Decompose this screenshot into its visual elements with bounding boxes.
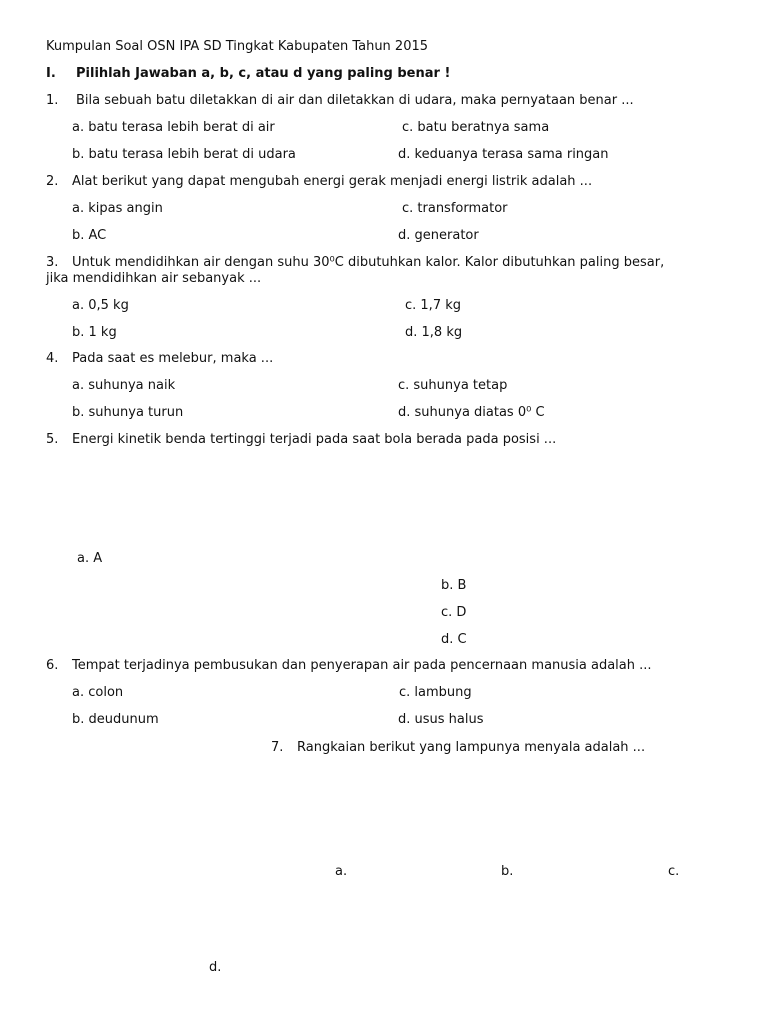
question-5-option-d: d. C (441, 632, 467, 647)
question-7-option-d: d. (209, 960, 222, 975)
question-2-option-b: b. AC (72, 228, 107, 243)
question-2-number: 2. (46, 174, 59, 189)
question-4-option-a: a. suhunya naik (72, 378, 176, 393)
question-1-option-a: a. batu terasa lebih berat di air (72, 120, 275, 135)
question-6-option-d: d. usus halus (398, 712, 484, 727)
question-3-option-c: c. 1,7 kg (405, 298, 461, 313)
question-4-option-b: b. suhunya turun (72, 405, 184, 420)
question-4-number: 4. (46, 351, 59, 366)
question-5-number: 5. (46, 432, 59, 447)
question-7-option-c: c. (668, 864, 680, 879)
question-1-option-b: b. batu terasa lebih berat di udara (72, 147, 296, 162)
question-7-number: 7. (271, 740, 284, 755)
question-3-option-b: b. 1 kg (72, 325, 117, 340)
document-title: Kumpulan Soal OSN IPA SD Tingkat Kabupaten Tahun 2015 (46, 39, 429, 54)
question-3-number: 3. (46, 255, 59, 270)
question-3-option-a: a. 0,5 kg (72, 298, 129, 313)
question-1-option-d: d. keduanya terasa sama ringan (398, 147, 609, 162)
question-1-option-c: c. batu beratnya sama (402, 120, 550, 135)
question-6-number: 6. (46, 658, 59, 673)
question-7-option-a: a. (335, 864, 348, 879)
question-7-text: Rangkaian berikut yang lampunya menyala adalah ... (297, 740, 646, 755)
question-6-option-a: a. colon (72, 685, 124, 700)
section-number: I. (46, 66, 56, 81)
question-4-option-d: d. suhunya diatas 0⁰ C (398, 405, 545, 420)
question-5-option-a: a. A (77, 551, 103, 566)
question-2-option-c: c. transformator (402, 201, 508, 216)
question-7-option-b: b. (501, 864, 514, 879)
question-5-option-c: c. D (441, 605, 467, 620)
question-3-option-d: d. 1,8 kg (405, 325, 463, 340)
question-1-number: 1. (46, 93, 59, 108)
question-3-text-line-1: Untuk mendidihkan air dengan suhu 30⁰C dibutuhkan kalor. Kalor dibutuhkan paling besar, (72, 255, 665, 270)
question-4-text: Pada saat es melebur, maka ... (72, 351, 274, 366)
question-6-option-b: b. deudunum (72, 712, 159, 727)
question-2-text: Alat berikut yang dapat mengubah energi gerak menjadi energi listrik adalah ... (72, 174, 593, 189)
question-2-option-a: a. kipas angin (72, 201, 163, 216)
question-1-text: Bila sebuah batu diletakkan di air dan diletakkan di udara, maka pernyataan benar ... (76, 93, 634, 108)
question-4-option-c: c. suhunya tetap (398, 378, 508, 393)
question-2-option-d: d. generator (398, 228, 479, 243)
question-6-option-c: c. lambung (399, 685, 472, 700)
question-3-text-line-2: jika mendidihkan air sebanyak ... (46, 271, 262, 286)
question-5-text: Energi kinetik benda tertinggi terjadi pada saat bola berada pada posisi ... (72, 432, 557, 447)
section-instruction: Pilihlah Jawaban a, b, c, atau d yang paling benar ! (76, 66, 451, 81)
question-6-text: Tempat terjadinya pembusukan dan penyerapan air pada pencernaan manusia adalah ... (72, 658, 652, 673)
question-5-option-b: b. B (441, 578, 467, 593)
